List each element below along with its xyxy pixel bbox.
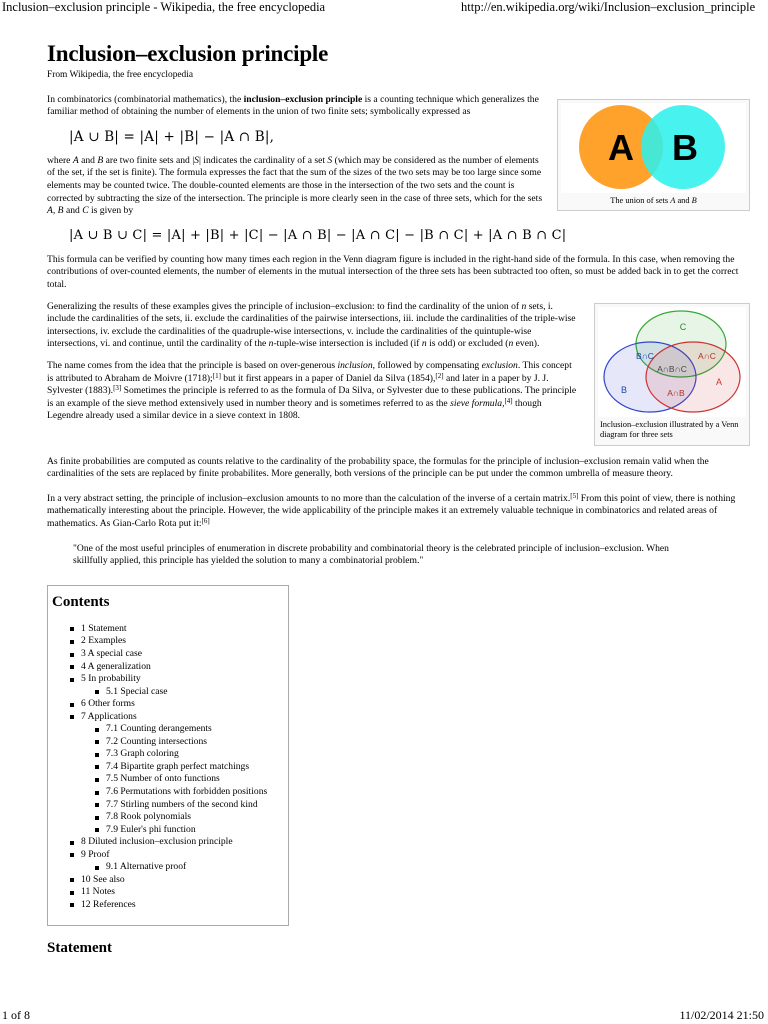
print-header-title: Inclusion–exclusion principle - Wikipedia, the free encyclopedia bbox=[2, 0, 326, 14]
figure-union-ab bbox=[557, 99, 750, 212]
caption-set-a: A bbox=[670, 195, 676, 205]
toc-item[interactable] bbox=[51, 811, 288, 824]
toc-item-label[interactable]: 7.2 Counting intersections bbox=[106, 735, 207, 747]
toc-item[interactable] bbox=[51, 673, 288, 686]
var: S bbox=[327, 154, 333, 166]
var: B bbox=[57, 205, 64, 217]
toc-item-label[interactable]: 7 Applications bbox=[81, 710, 137, 722]
text: The name comes from the idea that the principle is based on over-generous bbox=[47, 359, 338, 371]
bullet-icon bbox=[95, 778, 99, 782]
bullet-icon bbox=[95, 765, 99, 769]
text: , bbox=[52, 205, 58, 217]
toc-item[interactable] bbox=[51, 661, 288, 674]
var: n bbox=[508, 338, 514, 350]
var: S bbox=[194, 154, 199, 166]
bullet-icon bbox=[70, 878, 74, 882]
label-b: B bbox=[620, 384, 628, 395]
citation-link[interactable]: [3] bbox=[113, 384, 122, 393]
caption-text: The union of sets bbox=[610, 195, 671, 205]
label-c: C bbox=[679, 321, 687, 332]
text: is odd) or excluded ( bbox=[426, 338, 509, 350]
toc-item-label[interactable]: 7.9 Euler's phi function bbox=[106, 823, 196, 835]
text: though Legendre already used a similar device in a sieve context in 1808. bbox=[47, 397, 542, 422]
label-a-and-b: A∩B bbox=[667, 387, 685, 398]
var: n bbox=[268, 338, 274, 350]
toc-item-label[interactable]: 5 In probability bbox=[81, 673, 141, 685]
text: are two finite sets and | bbox=[103, 154, 195, 166]
toc-item-label[interactable]: 2 Examples bbox=[81, 635, 127, 647]
term-italic: inclusion bbox=[337, 359, 373, 371]
toc-item-label[interactable]: 5.1 Special case bbox=[106, 685, 168, 697]
toc-item-label[interactable]: 7.3 Graph coloring bbox=[106, 748, 179, 760]
caption-set-b: B bbox=[691, 195, 697, 205]
text: | indicates the cardinality of a set bbox=[198, 154, 328, 166]
paragraph-verification: This formula can be verified by counting how many times each region in the Venn diagram figure is included in the right-hand side of the formula. In this case, when removing the contributions of over-counted elements, the number of elements in the mutual intersection of the three sets has been subtracted too often, so must be added back in to get the correct total. bbox=[47, 253, 739, 290]
toc-item-label[interactable]: 6 Other forms bbox=[81, 698, 135, 710]
site-subtitle: From Wikipedia, the free encyclopedia bbox=[47, 70, 194, 80]
var: n bbox=[421, 338, 427, 350]
toc-item-label[interactable]: 7.8 Rook polynomials bbox=[106, 811, 192, 823]
bullet-icon bbox=[70, 653, 74, 657]
print-header-url[interactable]: http://en.wikipedia.org/wiki/Inclusion–exclusion_principle bbox=[461, 0, 756, 14]
figure-caption bbox=[561, 193, 746, 208]
set-a-ellipse bbox=[646, 342, 740, 412]
toc-item-label[interactable]: 11 Notes bbox=[81, 886, 116, 898]
bullet-icon bbox=[95, 740, 99, 744]
toc-item[interactable] bbox=[51, 623, 288, 636]
toc-item[interactable] bbox=[51, 736, 288, 749]
text: From this point of view, there is nothing mathematically interesting about the principle. However, the wide applicability of the principle makes it an extremely valuable technique in combinatorics and related areas of mathematics. As Gian-Carlo Rota put it: bbox=[47, 492, 736, 529]
var: C bbox=[82, 205, 89, 217]
citation-link[interactable]: [1] bbox=[212, 371, 221, 380]
venn-three-sets-image[interactable] bbox=[598, 307, 746, 417]
text: , bbox=[502, 397, 505, 409]
paragraph-probabilities: As finite probabilities are computed as counts relative to the cardinality of the probability space, the formulas for the principle of inclusion–exclusion remain valid when the cardinalities of the sets are replaced by finite probabilites. More generally, both versions of the principle can be put under the common umbrella of measure theory. bbox=[47, 455, 709, 480]
toc-item[interactable] bbox=[51, 635, 288, 648]
bullet-icon bbox=[95, 791, 99, 795]
venn-two-sets-image[interactable] bbox=[561, 103, 746, 193]
toc-item[interactable] bbox=[51, 761, 288, 774]
toc-list bbox=[51, 623, 288, 912]
bullet-icon bbox=[70, 703, 74, 707]
text: even). bbox=[513, 338, 540, 350]
table-of-contents bbox=[47, 585, 289, 926]
bullet-icon bbox=[70, 841, 74, 845]
toc-item-label[interactable]: 9 Proof bbox=[81, 848, 110, 860]
bullet-icon bbox=[95, 690, 99, 694]
text: (which may be considered as the number of elements of the set, if the set is finite). The formula expresses the fact that the sum of the sizes of the two sets may be too large since some elements may be counted twice. The double-counted elements are those in the intersection of the two sets and the count is corrected by subtracting the size of the intersection. The principle is more clearly seen in the case of three sets, which for the sets bbox=[47, 154, 543, 204]
set-b-label: B bbox=[672, 126, 698, 168]
text: but it first appears in a paper of Daniel da Silva (1854), bbox=[220, 372, 436, 384]
bullet-icon bbox=[70, 640, 74, 644]
var: B bbox=[97, 154, 104, 166]
label-b-and-c: B∩C bbox=[636, 350, 654, 361]
figure-caption: Inclusion–exclusion illustrated by a Venn diagram for three sets bbox=[600, 419, 739, 440]
text: and later in a paper by J. J. Sylvester (1883). bbox=[47, 372, 549, 397]
bullet-icon bbox=[95, 828, 99, 832]
toc-item-label[interactable]: 7.5 Number of onto functions bbox=[106, 773, 220, 785]
text: , followed by compensating bbox=[372, 359, 482, 371]
term-italic: exclusion bbox=[481, 359, 518, 371]
label-a-b-c: A∩B∩C bbox=[657, 363, 687, 374]
set-a-label: A bbox=[608, 126, 634, 168]
toc-item[interactable] bbox=[51, 686, 288, 699]
toc-item-label[interactable]: 7.6 Permutations with forbidden positions bbox=[106, 786, 268, 798]
bullet-icon bbox=[70, 903, 74, 907]
bullet-icon bbox=[95, 816, 99, 820]
toc-item-label[interactable]: 7.4 Bipartite graph perfect matchings bbox=[106, 760, 250, 772]
figure-three-sets bbox=[594, 303, 750, 446]
var: A bbox=[72, 154, 79, 166]
text: In combinatorics (combinatorial mathematics), the bbox=[47, 93, 244, 105]
text: . This concept is attributed to Abraham de Moivre (1718); bbox=[47, 359, 572, 384]
text: where bbox=[47, 154, 73, 166]
toc-item[interactable] bbox=[51, 874, 288, 887]
text: -tuple-wise intersection is included (if bbox=[273, 338, 422, 350]
var: A bbox=[47, 205, 53, 217]
label-a-and-c: A∩C bbox=[698, 350, 716, 361]
toc-item[interactable] bbox=[51, 698, 288, 711]
toc-item-label[interactable]: 7.1 Counting derangements bbox=[106, 723, 212, 735]
bullet-icon bbox=[70, 627, 74, 631]
bullet-icon bbox=[70, 715, 74, 719]
article-content bbox=[47, 40, 750, 955]
toc-item[interactable] bbox=[51, 886, 288, 899]
text: and bbox=[63, 205, 83, 217]
toc-title: Contents bbox=[52, 594, 110, 611]
toc-item-label[interactable]: 12 References bbox=[81, 898, 136, 910]
rota-quote: "One of the most useful principles of enumeration in discrete probability and combinatorial theory is the celebrated principle of inclusion–exclusion. When skillfully applied, this principle has yielded the solution to many a combinatorial problem." bbox=[73, 542, 669, 566]
text: Sometimes the principle is referred to as the formula of Da Silva, or Sylvester due to these publications. The principle is an example of the sieve method extensively used in number theory and is sometimes referred to as the bbox=[47, 385, 577, 409]
toc-item-label[interactable]: 1 Statement bbox=[81, 622, 127, 634]
text: Generalizing the results of these examples gives the principle of inclusion–exclusion: to find the cardinality of the union of bbox=[47, 300, 522, 312]
print-date: 11/02/2014 21:50 bbox=[679, 1008, 764, 1022]
page-number: 1 of 8 bbox=[2, 1008, 30, 1022]
bullet-icon bbox=[70, 665, 74, 669]
toc-item[interactable] bbox=[51, 711, 288, 724]
citation-link[interactable]: [4] bbox=[504, 396, 513, 405]
term-bold: inclusion–exclusion principle bbox=[243, 93, 363, 105]
bullet-icon bbox=[95, 866, 99, 870]
toc-item[interactable] bbox=[51, 849, 288, 862]
bullet-icon bbox=[95, 728, 99, 732]
toc-item[interactable] bbox=[51, 723, 288, 736]
page-title: Inclusion–exclusion principle bbox=[47, 41, 329, 66]
caption-text-and: and bbox=[675, 195, 692, 205]
text: In a very abstract setting, the principle of inclusion–exclusion amounts to no more than the calculation of the inverse of a certain matrix. bbox=[47, 492, 571, 504]
term-italic: sieve formula bbox=[450, 397, 503, 409]
bullet-icon bbox=[70, 853, 74, 857]
citation-link[interactable]: [5] bbox=[570, 491, 579, 500]
toc-item[interactable] bbox=[51, 824, 288, 837]
text: sets, i. include the cardinalities of the sets, ii. exclude the cardinalities of the pairwise intersections, iii. include the cardinalities of the triple-wise intersections, iv. exclude the cardinalities of the quadruple-wise intersections, v. include the cardinalities of the quintuple-wise intersections, vi. and continue, until the cardinality of the bbox=[47, 300, 576, 350]
toc-item[interactable] bbox=[51, 836, 288, 849]
label-a: A bbox=[715, 376, 723, 387]
formula-three-sets: |A ∪ B ∪ C| = |A| + |B| + |C| − |A ∩ B| − |A ∩ C| − |B ∩ C| + |A ∩ B ∩ C| bbox=[69, 227, 567, 243]
bullet-icon bbox=[95, 803, 99, 807]
bullet-icon bbox=[95, 753, 99, 757]
toc-item[interactable] bbox=[51, 648, 288, 661]
var: n bbox=[521, 300, 527, 312]
text: is given by bbox=[88, 205, 134, 217]
toc-item[interactable] bbox=[51, 899, 288, 912]
toc-item[interactable] bbox=[51, 786, 288, 799]
toc-item-label[interactable]: 4 A generalization bbox=[81, 660, 151, 672]
text: is a counting technique which generalizes the familiar method of obtaining the number of elements in the union of two finite sets; symbolically expressed as bbox=[47, 93, 539, 118]
toc-item-label[interactable]: 3 A special case bbox=[81, 648, 143, 659]
toc-item-label[interactable]: 8 Diluted inclusion–exclusion principle bbox=[81, 836, 233, 848]
print-footer bbox=[2, 1008, 768, 1024]
toc-item[interactable] bbox=[51, 799, 288, 812]
print-header bbox=[2, 0, 768, 16]
citation-link[interactable]: [2] bbox=[435, 371, 444, 380]
toc-item[interactable] bbox=[51, 773, 288, 786]
formula-two-sets: |A ∪ B| = |A| + |B| − |A ∩ B|, bbox=[69, 128, 275, 145]
citation-link[interactable]: [6] bbox=[201, 516, 210, 525]
toc-item-label[interactable]: 7.7 Stirling numbers of the second kind bbox=[106, 798, 258, 810]
toc-item-label[interactable]: 9.1 Alternative proof bbox=[106, 861, 187, 873]
bullet-icon bbox=[70, 678, 74, 682]
section-heading-statement: Statement bbox=[47, 940, 112, 957]
toc-item-label[interactable]: 10 See also bbox=[81, 873, 125, 885]
bullet-icon bbox=[70, 891, 74, 895]
toc-item[interactable] bbox=[51, 861, 288, 874]
toc-item[interactable] bbox=[51, 748, 288, 761]
paragraph-abstract bbox=[47, 493, 750, 531]
text: and bbox=[78, 154, 98, 166]
